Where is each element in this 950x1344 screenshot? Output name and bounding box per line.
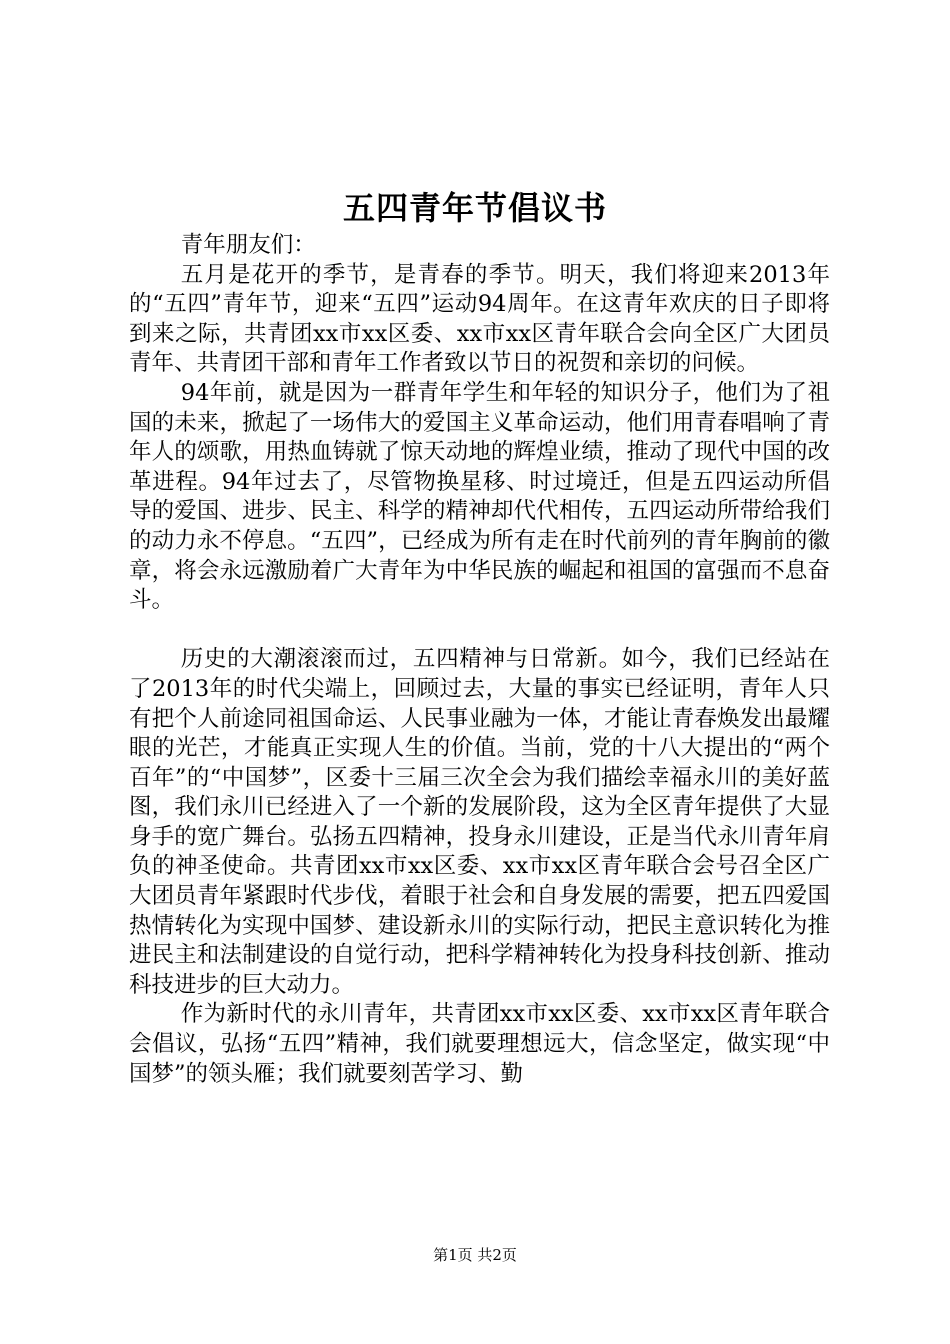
document-title: 五四青年节倡议书 xyxy=(342,189,607,227)
page-footer: 第1页 共2页 xyxy=(433,1246,517,1264)
paragraph-initiative: 作为新时代的永川青年，共青团xx市xx区委、xx市xx区青年联合会倡议，弘扬“五四”精神，我们就要理想远大，信念坚定，做实现“中国梦”的领头雁；我们就要刻苦学习、勤 xyxy=(129,1001,830,1087)
document-body xyxy=(129,231,830,1089)
paragraph-history: 94年前，就是因为一群青年学生和年轻的知识分子，他们为了祖国的未来，掀起了一场伟大的爱国主义革命运动，他们用青春唱响了青年人的颂歌，用热血铸就了惊天动地的辉煌业绩，推动了现代中国的改革进程。94年过去了，尽管物换星移、时过境迁，但是五四运动所倡导的爱国、进步、民主、科学的精神却代代相传，五四运动所带给我们的动力永不停息。“五四”，已经成为所有走在时代前列的青年胸前的徽章，将会永远激励着广大青年为中华民族的崛起和祖国的富强而不息奋斗。 xyxy=(129,379,830,614)
paragraph-present: 历史的大潮滚滚而过，五四精神与日常新。如今，我们已经站在了2013年的时代尖端上，回顾过去，大量的事实已经证明，青年人只有把个人前途同祖国命运、人民事业融为一体，才能让青春焕发出最耀眼的光芒，才能真正实现人生的价值。当前，党的十八大提出的“两个百年”的“中国梦”，区委十三届三次全会为我们描绘幸福永川的美好蓝图，我们永川已经进入了一个新的发展阶段，这为全区青年提供了大显身手的宽广舞台。弘扬五四精神，投身永川建设，正是当代永川青年肩负的神圣使命。共青团xx市xx区委、xx市xx区青年联合会号召全区广大团员青年紧跟时代步伐，着眼于社会和自身发展的需要，把五四爱国热情转化为实现中国梦、建设新永川的实际行动，把民主意识转化为推进民主和法制建设的自觉行动，把科学精神转化为投身科技创新、推动科技进步的巨大动力。 xyxy=(129,646,830,998)
paragraph-intro: 五月是花开的季节，是青春的季节。明天，我们将迎来2013年的“五四”青年节，迎来“五四”运动94周年。在这青年欢庆的日子即将到来之际，共青团xx市xx区委、xx市xx区青年联合会向全区广大团员青年、共青团干部和青年工作者致以节日的祝贺和亲切的问候。 xyxy=(129,261,830,377)
salutation: 青年朋友们： xyxy=(180,232,316,258)
